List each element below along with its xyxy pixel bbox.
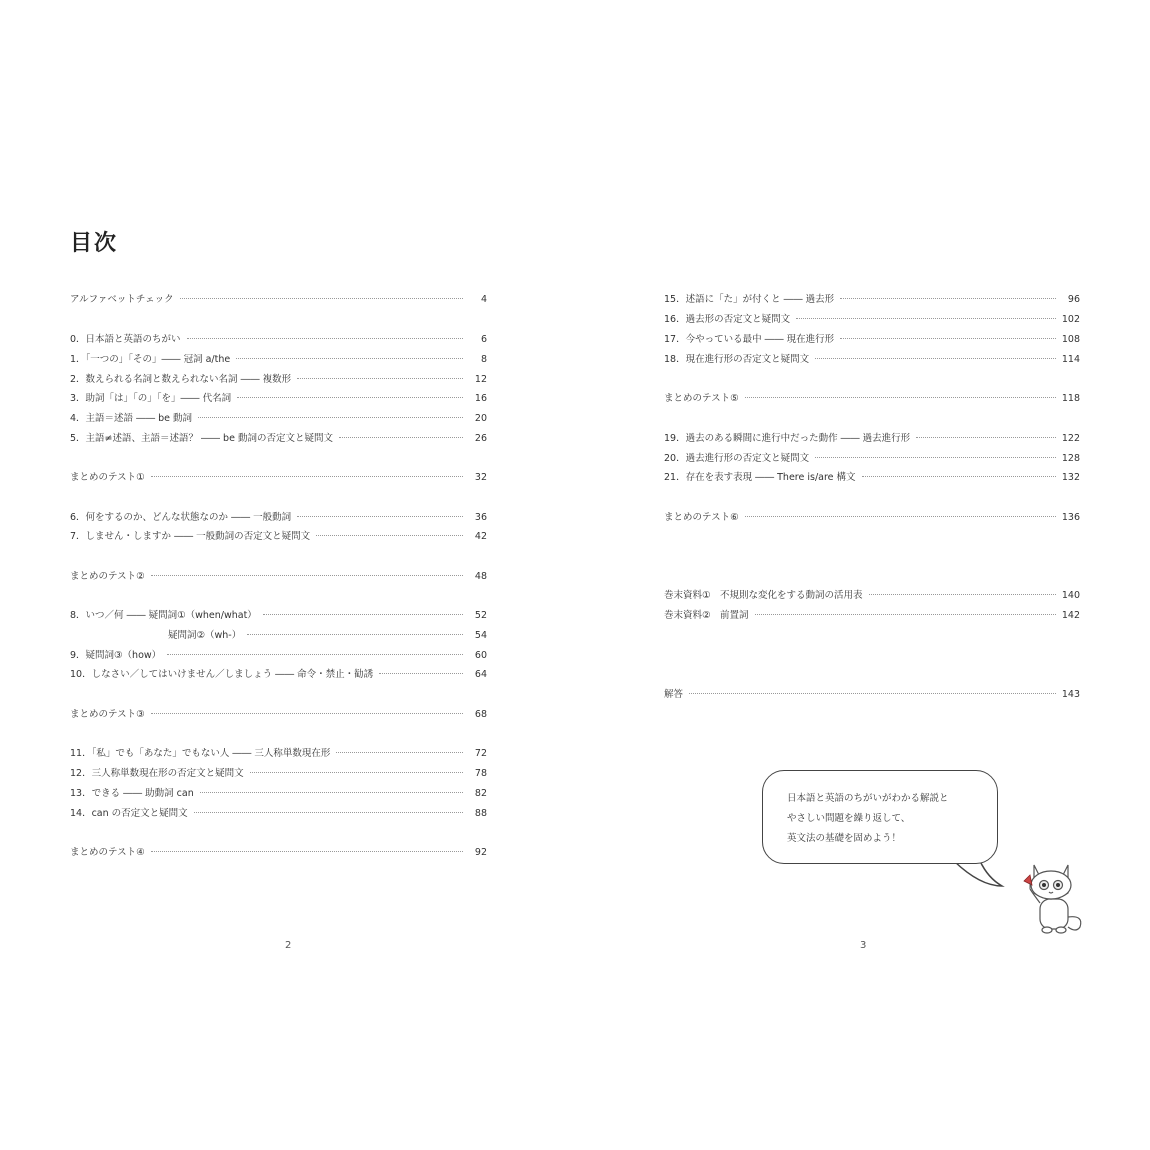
- leader-dots: [815, 457, 1056, 458]
- toc-entry-label: まとめのテスト⑤: [664, 393, 739, 404]
- leader-dots: [194, 812, 463, 813]
- leader-dots: [236, 358, 463, 359]
- toc-entry[interactable]: [70, 530, 487, 544]
- toc-entry-page: 140: [1061, 590, 1080, 601]
- toc-entry-label: アルファベットチェック: [70, 294, 174, 305]
- toc-entry[interactable]: [70, 846, 487, 860]
- leader-dots: [151, 713, 463, 714]
- toc-entry-page: 60: [474, 650, 487, 661]
- toc-entry-page: 142: [1061, 610, 1080, 621]
- page-title: 目次: [70, 231, 119, 256]
- page-number: 2: [285, 940, 292, 951]
- toc-entry-label: 疑問詞②（wh-）: [168, 630, 242, 641]
- toc-entry-label: 19．過去のある瞬間に進行中だった動作 ―― 過去進行形: [664, 433, 911, 444]
- speech-bubble-line: 英文法の基礎を固めよう！: [787, 833, 902, 844]
- toc-entry-label: 11．「私」でも「あなた」でもない人 ―― 三人称単数現在形: [70, 748, 331, 759]
- toc-entry[interactable]: [664, 511, 1080, 525]
- toc-entry[interactable]: [70, 807, 487, 821]
- toc-entry[interactable]: [664, 313, 1080, 327]
- toc-entry-page: 122: [1061, 433, 1080, 444]
- toc-entry-page: 114: [1061, 354, 1080, 365]
- toc-entry-label: まとめのテスト①: [70, 472, 145, 483]
- toc-entry-label: 巻末資料② 前置詞: [664, 610, 749, 621]
- toc-entry[interactable]: [664, 353, 1080, 367]
- leader-dots: [336, 752, 463, 753]
- leader-dots: [316, 535, 463, 536]
- leader-dots: [745, 397, 1056, 398]
- toc-entry-page: 132: [1061, 472, 1080, 483]
- toc-entry-page: 72: [474, 748, 487, 759]
- leader-dots: [247, 634, 463, 635]
- toc-entry-page: 4: [480, 294, 487, 305]
- toc-entry[interactable]: [664, 293, 1080, 307]
- leader-dots: [755, 614, 1056, 615]
- toc-entry-label: 17．今やっている最中 ―― 現在進行形: [664, 334, 835, 345]
- toc-entry[interactable]: [70, 412, 487, 426]
- toc-entry-page: 128: [1061, 453, 1080, 464]
- toc-entry-label: 12．三人称単数現在形の否定文と疑問文: [70, 768, 244, 779]
- toc-entry-page: 36: [474, 512, 487, 523]
- speech-bubble-line: 日本語と英語のちがいがわかる解説と: [787, 793, 949, 804]
- toc-entry-label: 10．しなさい／してはいけません／しましょう ―― 命令・禁止・勧誘: [70, 669, 374, 680]
- speech-bubble-text: [787, 789, 949, 849]
- toc-entry[interactable]: [168, 629, 487, 643]
- toc-entry-page: 52: [474, 610, 487, 621]
- toc-entry-page: 64: [474, 669, 487, 680]
- toc-entry-label: 4．主語＝述語 ―― be 動詞: [70, 413, 192, 424]
- toc-entry-page: 8: [480, 354, 487, 365]
- leader-dots: [200, 792, 463, 793]
- toc-entry-label: まとめのテスト⑥: [664, 512, 739, 523]
- toc-entry-page: 12: [474, 374, 487, 385]
- toc-entry-page: 78: [474, 768, 487, 779]
- leader-dots: [297, 516, 463, 517]
- toc-entry-page: 92: [474, 847, 487, 858]
- toc-entry-label: 6．何をするのか、どんな状態なのか ―― 一般動詞: [70, 512, 292, 523]
- toc-entry[interactable]: [664, 589, 1080, 603]
- toc-entry-label: 5．主語≠述語、主語＝述語？ ―― be 動詞の否定文と疑問文: [70, 433, 333, 444]
- toc-entry[interactable]: [664, 333, 1080, 347]
- toc-entry[interactable]: [70, 432, 487, 446]
- toc-entry[interactable]: [70, 609, 487, 623]
- toc-entry[interactable]: [70, 708, 487, 722]
- leader-dots: [250, 772, 463, 773]
- leader-dots: [745, 516, 1056, 517]
- leader-dots: [339, 437, 463, 438]
- right-page: [575, 0, 1150, 1150]
- leader-dots: [151, 851, 463, 852]
- toc-entry-label: 2．数えられる名詞と数えられない名詞 ―― 複数形: [70, 374, 292, 385]
- leader-dots: [180, 298, 463, 299]
- toc-entry[interactable]: [70, 333, 487, 347]
- leader-dots: [151, 476, 463, 477]
- cat-mascot-icon: [1010, 855, 1090, 935]
- toc-entry-page: 48: [474, 571, 487, 582]
- leader-dots: [237, 397, 463, 398]
- toc-entry-label: 3．助詞「は」「の」「を」―― 代名詞: [70, 393, 232, 404]
- toc-entry-page: 136: [1061, 512, 1080, 523]
- toc-entry-page: 108: [1061, 334, 1080, 345]
- toc-entry-label: 15．述語に「た」が付くと ―― 過去形: [664, 294, 835, 305]
- toc-entry-page: 96: [1067, 294, 1080, 305]
- toc-entry-page: 88: [474, 808, 487, 819]
- toc-entry-page: 42: [474, 531, 487, 542]
- toc-entry-page: 54: [474, 630, 487, 641]
- leader-dots: [815, 358, 1056, 359]
- toc-entry-label: 1．「一つの」「その」―― 冠詞 a/the: [70, 354, 231, 365]
- toc-entry-label: 0．日本語と英語のちがい: [70, 334, 181, 345]
- toc-entry-page: 20: [474, 413, 487, 424]
- leader-dots: [198, 417, 463, 418]
- leader-dots: [840, 298, 1056, 299]
- toc-entry-label: 7．しません・しますか ―― 一般動詞の否定文と疑問文: [70, 531, 311, 542]
- toc-entry-page: 26: [474, 433, 487, 444]
- toc-entry[interactable]: [70, 511, 487, 525]
- toc-entry-label: 8．いつ／何 ―― 疑問詞①（when/what）: [70, 610, 257, 621]
- toc-entry[interactable]: [70, 747, 487, 761]
- leader-dots: [689, 693, 1056, 694]
- toc-entry-label: 14．can の否定文と疑問文: [70, 808, 188, 819]
- toc-entry[interactable]: [70, 293, 487, 307]
- toc-entry[interactable]: [664, 688, 1080, 702]
- toc-entry-label: 21．存在を表す表現 ―― There is/are 構文: [664, 472, 856, 483]
- toc-entry[interactable]: [664, 471, 1080, 485]
- toc-entry-label: 巻末資料① 不規則な変化をする動詞の活用表: [664, 590, 863, 601]
- speech-bubble: [762, 770, 998, 864]
- toc-entry-label: 16．過去形の否定文と疑問文: [664, 314, 791, 325]
- leader-dots: [916, 437, 1056, 438]
- leader-dots: [840, 338, 1056, 339]
- toc-entry[interactable]: [70, 570, 487, 584]
- leader-dots: [862, 476, 1056, 477]
- toc-entry-label: 9．疑問詞③（how）: [70, 650, 162, 661]
- page-number: 3: [860, 940, 867, 951]
- toc-entry-page: 82: [474, 788, 487, 799]
- toc-entry-label: まとめのテスト③: [70, 709, 145, 720]
- leader-dots: [869, 594, 1056, 595]
- toc-entry-label: 解答: [664, 689, 684, 700]
- toc-entry-page: 16: [474, 393, 487, 404]
- toc-entry[interactable]: [664, 392, 1080, 406]
- toc-entry[interactable]: [664, 432, 1080, 446]
- leader-dots: [263, 614, 463, 615]
- toc-entry-page: 143: [1061, 689, 1080, 700]
- leader-dots: [151, 575, 463, 576]
- toc-entry-page: 6: [480, 334, 487, 345]
- toc-entry-label: まとめのテスト④: [70, 847, 145, 858]
- leader-dots: [187, 338, 463, 339]
- toc-entry[interactable]: [70, 668, 487, 682]
- toc-entry-label: まとめのテスト②: [70, 571, 145, 582]
- toc-entry[interactable]: [70, 649, 487, 663]
- speech-bubble-line: やさしい問題を繰り返して、: [787, 813, 911, 824]
- toc-entry[interactable]: [70, 787, 487, 801]
- toc-entry-label: 13．できる ―― 助動詞 can: [70, 788, 194, 799]
- leader-dots: [167, 654, 463, 655]
- toc-entry[interactable]: [664, 452, 1080, 466]
- toc-entry[interactable]: [70, 353, 487, 367]
- toc-entry[interactable]: [70, 471, 487, 485]
- toc-entry-page: 68: [474, 709, 487, 720]
- toc-entry-page: 102: [1061, 314, 1080, 325]
- toc-entry[interactable]: [70, 767, 487, 781]
- toc-entry[interactable]: [70, 392, 487, 406]
- toc-entry-page: 32: [474, 472, 487, 483]
- toc-entry[interactable]: [664, 609, 1080, 623]
- toc-entry-label: 20．過去進行形の否定文と疑問文: [664, 453, 810, 464]
- leader-dots: [796, 318, 1056, 319]
- leader-dots: [379, 673, 463, 674]
- leader-dots: [297, 378, 463, 379]
- toc-entry-label: 18．現在進行形の否定文と疑問文: [664, 354, 810, 365]
- toc-entry[interactable]: [70, 373, 487, 387]
- toc-entry-page: 118: [1061, 393, 1080, 404]
